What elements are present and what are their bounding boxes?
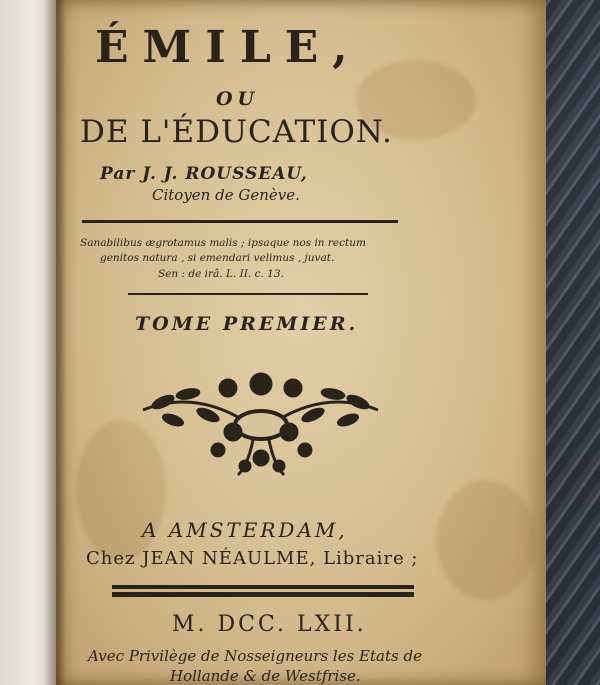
- epigraph-citation: Sen : de irâ. L. II. c. 13.: [158, 268, 284, 280]
- marble-surface: [540, 0, 600, 685]
- volume-label: TOME PREMIER.: [135, 313, 359, 335]
- rule-double-top: [112, 585, 414, 589]
- floral-vignette-icon: [133, 370, 388, 480]
- privilege-line: Avec Privilège de Nosseigneurs les Etats de: [88, 647, 422, 665]
- epigraph-line: genitos natura , si emendari velimus , juvat.: [100, 252, 335, 264]
- rule-double-bottom: [112, 592, 414, 597]
- epigraph-line: Sanabilibus ægrotamus malis ; ipsaque nos in rectum: [80, 237, 366, 249]
- author-descriptor: Citoyen de Genève.: [152, 186, 300, 204]
- title-conjunction: OU: [216, 88, 260, 110]
- book-title: ÉMILE,: [95, 22, 362, 73]
- imprint-publisher: Chez JEAN NÉAULME, Libraire ;: [86, 548, 419, 569]
- paper-stain: [436, 480, 536, 600]
- spine-shadow: [44, 0, 66, 685]
- title-page: [56, 0, 546, 685]
- imprint-place: A AMSTERDAM,: [142, 518, 348, 542]
- rule-middle: [128, 293, 368, 295]
- privilege-line: Hollande & de Westfrise.: [170, 667, 361, 685]
- book-subtitle: DE L'ÉDUCATION.: [80, 114, 393, 150]
- rule-top: [82, 220, 398, 223]
- imprint-year: M. DCC. LXII.: [172, 612, 367, 637]
- author-line: Par J. J. ROUSSEAU,: [100, 164, 308, 184]
